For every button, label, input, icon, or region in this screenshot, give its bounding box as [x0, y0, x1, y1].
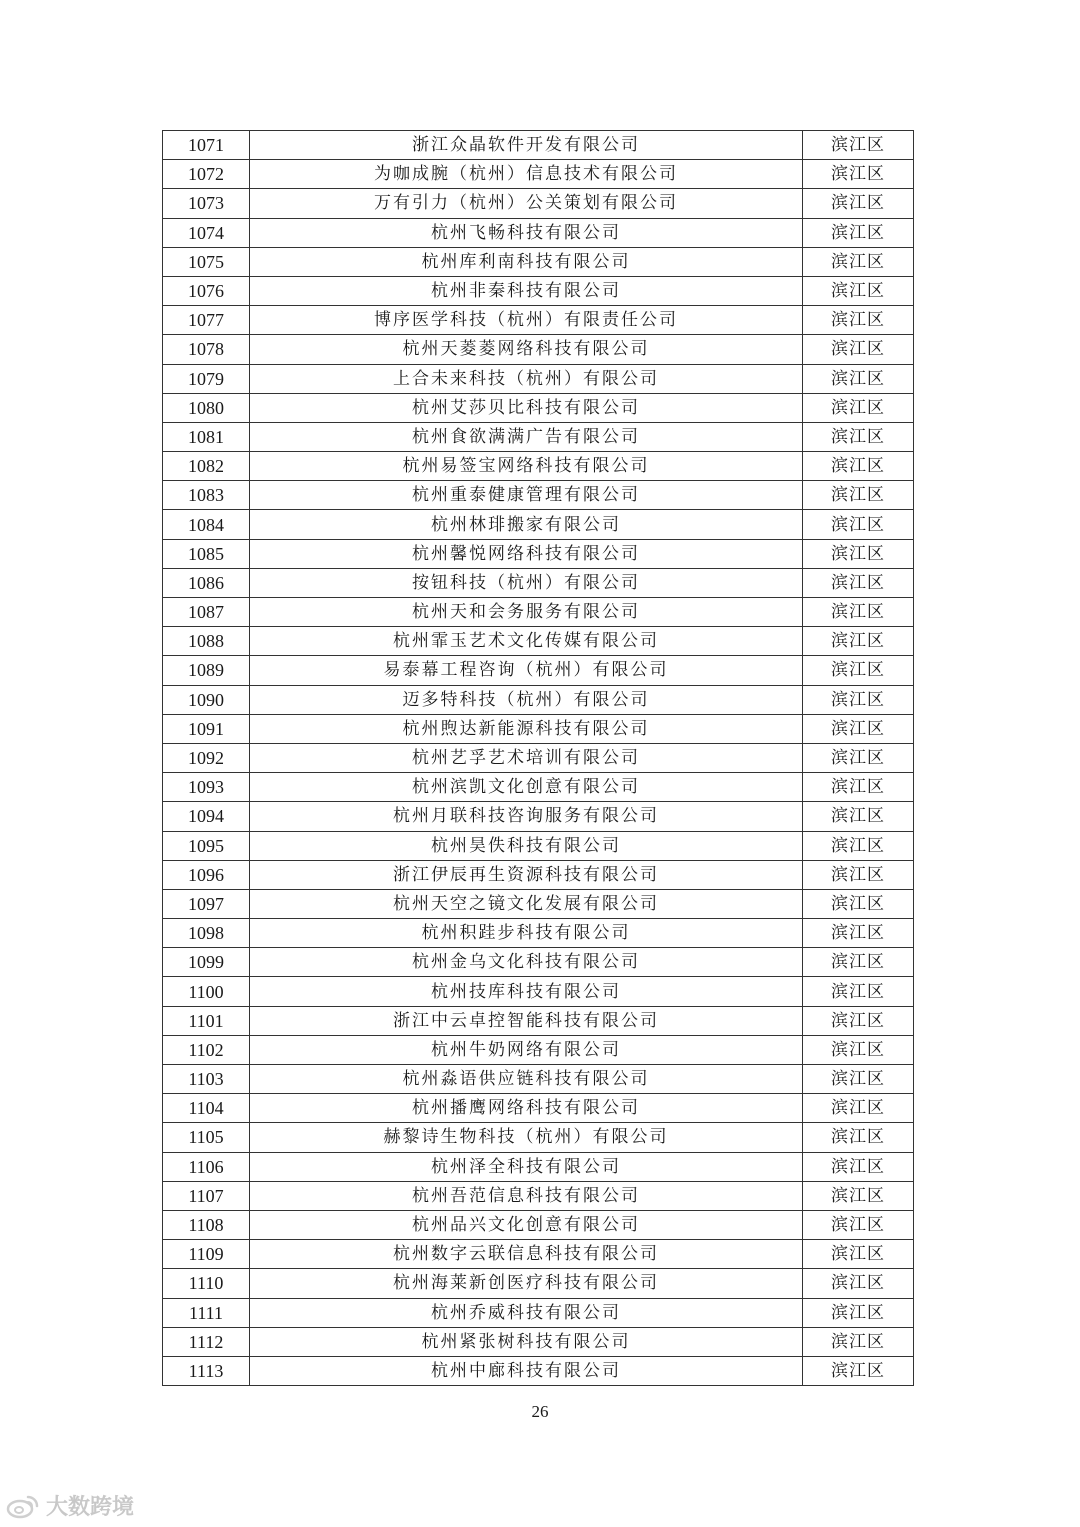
district-name: 滨江区 — [803, 656, 914, 685]
table-row — [163, 627, 914, 656]
district-name: 滨江区 — [803, 685, 914, 714]
district-name: 滨江区 — [803, 919, 914, 948]
table-row — [163, 889, 914, 918]
company-name: 浙江众晶软件开发有限公司 — [250, 131, 803, 160]
company-name: 杭州林琲搬家有限公司 — [250, 510, 803, 539]
district-name: 滨江区 — [803, 948, 914, 977]
company-name: 杭州技库科技有限公司 — [250, 977, 803, 1006]
district-name: 滨江区 — [803, 1181, 914, 1210]
company-name: 杭州泽全科技有限公司 — [250, 1152, 803, 1181]
table-row — [163, 802, 914, 831]
table-row — [163, 131, 914, 160]
company-name: 为咖成腕（杭州）信息技术有限公司 — [250, 160, 803, 189]
row-number: 1107 — [163, 1181, 250, 1210]
company-name: 杭州飞畅科技有限公司 — [250, 218, 803, 247]
row-number: 1086 — [163, 568, 250, 597]
row-number: 1083 — [163, 481, 250, 510]
table-row — [163, 1006, 914, 1035]
row-number: 1073 — [163, 189, 250, 218]
company-name: 杭州艺孚艺术培训有限公司 — [250, 743, 803, 772]
row-number: 1102 — [163, 1035, 250, 1064]
row-number: 1110 — [163, 1269, 250, 1298]
row-number: 1071 — [163, 131, 250, 160]
table-row — [163, 656, 914, 685]
district-name: 滨江区 — [803, 335, 914, 364]
district-name: 滨江区 — [803, 598, 914, 627]
row-number: 1090 — [163, 685, 250, 714]
company-name: 按钮科技（杭州）有限公司 — [250, 568, 803, 597]
table-row — [163, 1269, 914, 1298]
table-row — [163, 335, 914, 364]
row-number: 1098 — [163, 919, 250, 948]
row-number: 1087 — [163, 598, 250, 627]
row-number: 1091 — [163, 714, 250, 743]
table-row — [163, 189, 914, 218]
table-row — [163, 539, 914, 568]
company-name: 浙江中云卓控智能科技有限公司 — [250, 1006, 803, 1035]
table-row — [163, 977, 914, 1006]
district-name: 滨江区 — [803, 1356, 914, 1385]
company-name: 杭州易签宝网络科技有限公司 — [250, 452, 803, 481]
company-name: 杭州数字云联信息科技有限公司 — [250, 1240, 803, 1269]
table-row — [163, 831, 914, 860]
table-row — [163, 276, 914, 305]
company-name: 杭州馨悦网络科技有限公司 — [250, 539, 803, 568]
table-row — [163, 247, 914, 276]
company-name: 杭州艾莎贝比科技有限公司 — [250, 393, 803, 422]
district-name: 滨江区 — [803, 510, 914, 539]
table-row — [163, 393, 914, 422]
table-row — [163, 1152, 914, 1181]
district-name: 滨江区 — [803, 1065, 914, 1094]
district-name: 滨江区 — [803, 1152, 914, 1181]
row-number: 1101 — [163, 1006, 250, 1035]
table-row — [163, 598, 914, 627]
row-number: 1081 — [163, 422, 250, 451]
district-name: 滨江区 — [803, 860, 914, 889]
table-row — [163, 860, 914, 889]
row-number: 1105 — [163, 1123, 250, 1152]
row-number: 1104 — [163, 1094, 250, 1123]
district-name: 滨江区 — [803, 1327, 914, 1356]
company-name: 杭州煦达新能源科技有限公司 — [250, 714, 803, 743]
district-name: 滨江区 — [803, 218, 914, 247]
row-number: 1078 — [163, 335, 250, 364]
row-number: 1094 — [163, 802, 250, 831]
company-name: 易泰幕工程咨询（杭州）有限公司 — [250, 656, 803, 685]
district-name: 滨江区 — [803, 393, 914, 422]
row-number: 1093 — [163, 773, 250, 802]
table-row — [163, 1123, 914, 1152]
company-name: 博序医学科技（杭州）有限责任公司 — [250, 306, 803, 335]
row-number: 1111 — [163, 1298, 250, 1327]
table-row — [163, 714, 914, 743]
row-number: 1106 — [163, 1152, 250, 1181]
company-name: 杭州淼语供应链科技有限公司 — [250, 1065, 803, 1094]
company-name: 杭州紧张树科技有限公司 — [250, 1327, 803, 1356]
company-name: 杭州播鹰网络科技有限公司 — [250, 1094, 803, 1123]
row-number: 1095 — [163, 831, 250, 860]
company-name: 杭州品兴文化创意有限公司 — [250, 1210, 803, 1239]
company-name: 杭州库利南科技有限公司 — [250, 247, 803, 276]
company-name: 杭州海莱新创医疗科技有限公司 — [250, 1269, 803, 1298]
company-name: 杭州天菱菱网络科技有限公司 — [250, 335, 803, 364]
row-number: 1103 — [163, 1065, 250, 1094]
company-name: 杭州食欲满满广告有限公司 — [250, 422, 803, 451]
table-row — [163, 568, 914, 597]
company-name: 杭州乔威科技有限公司 — [250, 1298, 803, 1327]
row-number: 1074 — [163, 218, 250, 247]
weibo-logo-icon — [6, 1493, 40, 1519]
table-row — [163, 919, 914, 948]
watermark-text: 大数跨境 — [46, 1495, 135, 1520]
district-name: 滨江区 — [803, 1210, 914, 1239]
company-name: 杭州金乌文化科技有限公司 — [250, 948, 803, 977]
district-name: 滨江区 — [803, 189, 914, 218]
district-name: 滨江区 — [803, 1269, 914, 1298]
district-name: 滨江区 — [803, 131, 914, 160]
district-name: 滨江区 — [803, 276, 914, 305]
company-name: 上合未来科技（杭州）有限公司 — [250, 364, 803, 393]
company-name: 杭州重泰健康管理有限公司 — [250, 481, 803, 510]
table-row — [163, 160, 914, 189]
table-row — [163, 364, 914, 393]
table-row — [163, 1210, 914, 1239]
row-number: 1088 — [163, 627, 250, 656]
district-name: 滨江区 — [803, 1123, 914, 1152]
row-number: 1113 — [163, 1356, 250, 1385]
row-number: 1112 — [163, 1327, 250, 1356]
row-number: 1079 — [163, 364, 250, 393]
row-number: 1076 — [163, 276, 250, 305]
district-name: 滨江区 — [803, 568, 914, 597]
company-name: 杭州滨凯文化创意有限公司 — [250, 773, 803, 802]
district-name: 滨江区 — [803, 306, 914, 335]
table-row — [163, 948, 914, 977]
table-row — [163, 1035, 914, 1064]
table-row — [163, 218, 914, 247]
row-number: 1089 — [163, 656, 250, 685]
company-name: 杭州月联科技咨询服务有限公司 — [250, 802, 803, 831]
table-body — [163, 131, 914, 1386]
company-name: 杭州霏玉艺术文化传媒有限公司 — [250, 627, 803, 656]
table-row — [163, 1327, 914, 1356]
table-row — [163, 1356, 914, 1385]
district-name: 滨江区 — [803, 452, 914, 481]
table-row — [163, 773, 914, 802]
table-row — [163, 743, 914, 772]
row-number: 1077 — [163, 306, 250, 335]
district-name: 滨江区 — [803, 539, 914, 568]
table-row — [163, 685, 914, 714]
table-row — [163, 1181, 914, 1210]
district-name: 滨江区 — [803, 364, 914, 393]
row-number: 1075 — [163, 247, 250, 276]
row-number: 1080 — [163, 393, 250, 422]
table-row — [163, 1298, 914, 1327]
company-name: 杭州昊佚科技有限公司 — [250, 831, 803, 860]
row-number: 1096 — [163, 860, 250, 889]
table-row — [163, 1065, 914, 1094]
row-number: 1109 — [163, 1240, 250, 1269]
table-row — [163, 510, 914, 539]
company-name: 杭州吾范信息科技有限公司 — [250, 1181, 803, 1210]
row-number: 1072 — [163, 160, 250, 189]
company-name: 杭州牛奶网络有限公司 — [250, 1035, 803, 1064]
district-name: 滨江区 — [803, 481, 914, 510]
district-name: 滨江区 — [803, 1094, 914, 1123]
company-name: 杭州天和会务服务有限公司 — [250, 598, 803, 627]
company-table — [162, 130, 914, 1386]
row-number: 1099 — [163, 948, 250, 977]
company-name: 杭州非秦科技有限公司 — [250, 276, 803, 305]
table-row — [163, 1240, 914, 1269]
district-name: 滨江区 — [803, 422, 914, 451]
row-number: 1100 — [163, 977, 250, 1006]
district-name: 滨江区 — [803, 773, 914, 802]
watermark — [6, 1490, 134, 1521]
district-name: 滨江区 — [803, 977, 914, 1006]
row-number: 1097 — [163, 889, 250, 918]
district-name: 滨江区 — [803, 1006, 914, 1035]
district-name: 滨江区 — [803, 1298, 914, 1327]
district-name: 滨江区 — [803, 802, 914, 831]
district-name: 滨江区 — [803, 889, 914, 918]
company-name: 浙江伊辰再生资源科技有限公司 — [250, 860, 803, 889]
company-name: 杭州积跬步科技有限公司 — [250, 919, 803, 948]
row-number: 1092 — [163, 743, 250, 772]
district-name: 滨江区 — [803, 831, 914, 860]
district-name: 滨江区 — [803, 627, 914, 656]
table-row — [163, 306, 914, 335]
district-name: 滨江区 — [803, 247, 914, 276]
district-name: 滨江区 — [803, 1240, 914, 1269]
row-number: 1084 — [163, 510, 250, 539]
district-name: 滨江区 — [803, 743, 914, 772]
page-number: 26 — [531, 1402, 549, 1421]
company-name: 赫黎诗生物科技（杭州）有限公司 — [250, 1123, 803, 1152]
district-name: 滨江区 — [803, 160, 914, 189]
row-number: 1085 — [163, 539, 250, 568]
company-name: 万有引力（杭州）公关策划有限公司 — [250, 189, 803, 218]
company-name: 杭州中廊科技有限公司 — [250, 1356, 803, 1385]
row-number: 1108 — [163, 1210, 250, 1239]
district-name: 滨江区 — [803, 1035, 914, 1064]
table-row — [163, 452, 914, 481]
table-row — [163, 481, 914, 510]
row-number: 1082 — [163, 452, 250, 481]
table-row — [163, 422, 914, 451]
table-row — [163, 1094, 914, 1123]
company-name: 迈多特科技（杭州）有限公司 — [250, 685, 803, 714]
company-name: 杭州天空之镜文化发展有限公司 — [250, 889, 803, 918]
district-name: 滨江区 — [803, 714, 914, 743]
